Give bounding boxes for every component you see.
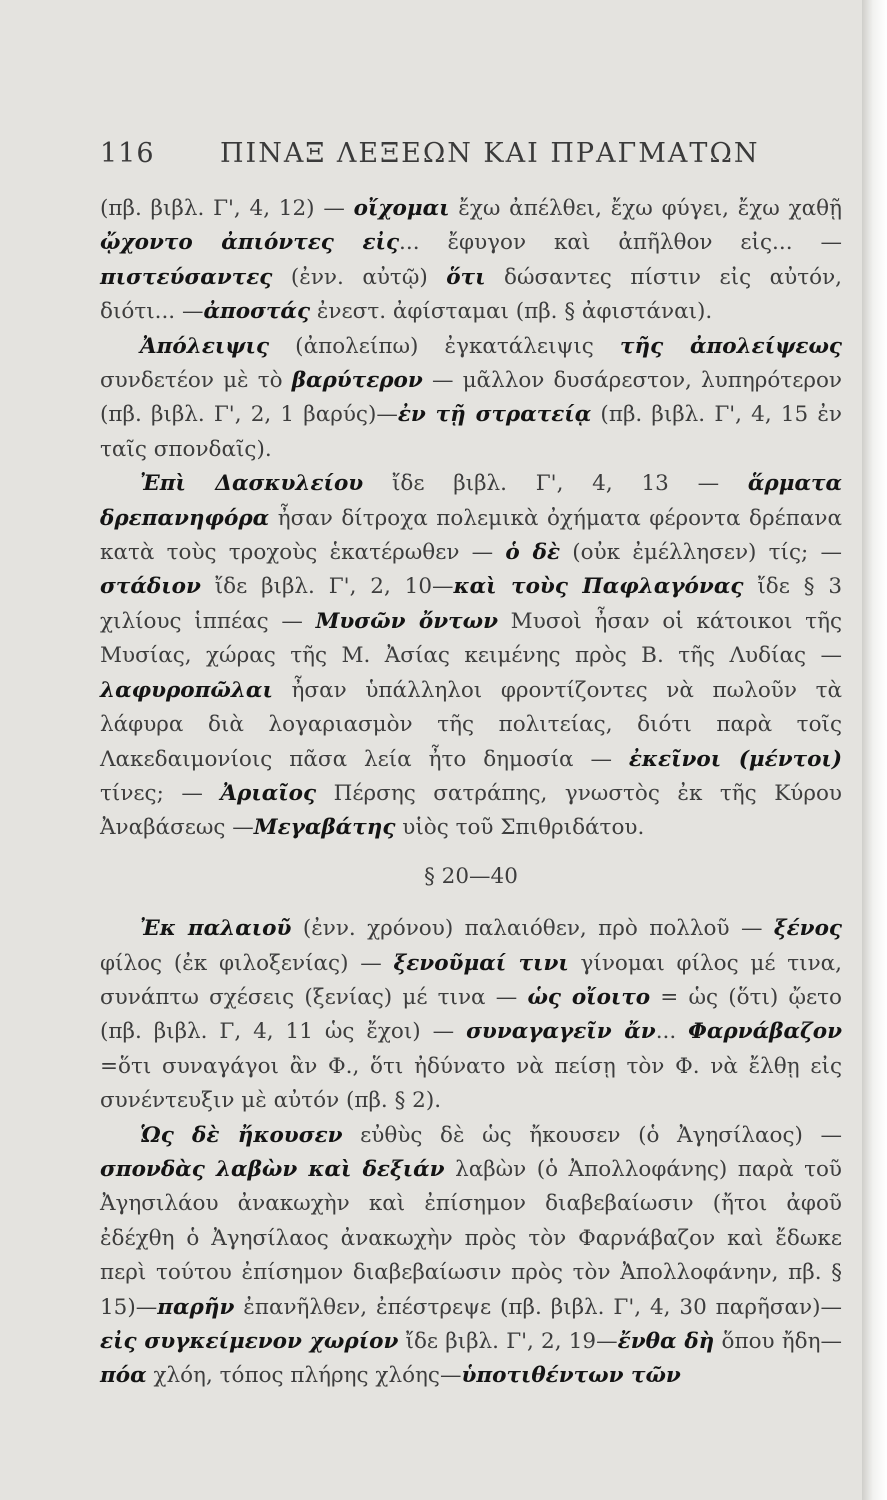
- lemma: ἀποστάς: [203, 299, 311, 325]
- lemma: οἴχομαι: [353, 196, 450, 221]
- lemma: ἅρματα δρεπανηφόρα: [100, 471, 842, 531]
- lemma: σπονδὰς λαβὼν καὶ δεξιάν: [100, 1156, 445, 1182]
- body-text: [100, 192, 842, 1394]
- lemma: ἐκεῖνοι (μέντοι): [628, 746, 843, 772]
- plain-text: γίνομαι φίλος μέ τινα, συνάπτω σχέσεις (ξενίας) μέ τινα —: [100, 950, 843, 1010]
- lemma: παρῆν: [157, 1294, 235, 1320]
- lemma: πιστεύσαντες: [100, 264, 273, 290]
- lemma: καὶ τοὺς Παφλαγόνας: [453, 574, 744, 600]
- lemma: ξενοῦμαί τινι: [393, 950, 569, 976]
- lemma: βαρύτερον: [291, 368, 423, 394]
- lemma: Μεγαβάτης: [253, 815, 396, 841]
- lemma: εἰς συγκείμενον χωρίον: [100, 1329, 399, 1354]
- lemma: συναγαγεῖν ἄν: [466, 1019, 656, 1045]
- lemma: Φαρνάβαζον: [688, 1019, 842, 1045]
- plain-text: (πβ. βιβλ. Γ', 4, 12) —: [100, 196, 354, 221]
- lemma: στάδιον: [100, 574, 201, 600]
- lemma: Μυσῶν ὄντων: [315, 608, 498, 634]
- paragraph-5: [100, 1119, 842, 1394]
- plain-text: ἴδε § 3 χιλίους ἱππέας —: [100, 574, 842, 634]
- lemma: Ἀπόλειψις: [140, 333, 270, 359]
- plain-text: Μυσοὶ ἦσαν οἱ κάτοικοι τῆς Μυσίας, χώρας τῆς Μ. Ἀσίας κειμένης πρὸς Β. τῆς Λυδίας —: [100, 608, 842, 669]
- lemma: τῆς ἀπολείψεως: [619, 333, 843, 359]
- plain-text: ἐνεστ. ἀφίσταμαι (πβ. § ἀφιστάναι).: [310, 299, 713, 325]
- paragraph-3: [100, 467, 842, 845]
- plain-text: ἐπανῆλθεν, ἐπέστρεψε (πβ. βιβλ. Γ', 4, 30 παρῆσαν)—: [234, 1294, 842, 1320]
- page-number: 116: [100, 138, 155, 169]
- plain-text: υἱὸς τοῦ Σπιθριδάτου.: [395, 815, 645, 841]
- plain-text: = ὡς (ὅτι) ᾤετο (πβ. βιβλ. Γ, 4, 11 ὡς ἔχοι) —: [100, 984, 842, 1045]
- plain-text: =ὅτι συναγάγοι ἂν Φ., ὅτι ἠδύνατο νὰ πείσῃ τὸν Φ. νὰ ἔλθῃ εἰς συνέντευξιν μὲ αὐτόν (πβ. § 2).: [100, 1053, 842, 1114]
- plain-text: συνδετέον μὲ τὸ: [100, 368, 292, 394]
- plain-text: ...: [655, 1019, 689, 1045]
- plain-text: χλόη, τόπος πλήρης χλόης—: [146, 1363, 462, 1389]
- plain-text: λαβὼν (ὁ Ἀπολλοφάνης) παρὰ τοῦ Ἀγησιλάου ἀνακωχὴν καὶ ἐπίσημον διαβεβαίωσιν (ἤτοι ἀφοῦ ἐδέχθη ὁ Ἀγησίλαος ἀνακωχὴν πρὸς τὸν Φαρνάβαζον καὶ ἔδωκε περὶ τούτου ἐπίσημον διαβεβαίωσιν πρὸς τὸν Ἀπολλοφάνην, πβ. § 15)—: [100, 1156, 842, 1320]
- plain-text: ἔχω ἀπέλθει, ἔχω φύγει, ἔχω χαθῇ: [449, 196, 842, 221]
- paragraph-2: [100, 330, 842, 468]
- plain-text: — μᾶλλον δυσάρεστον, λυπηρότερον (πβ. βιβλ. Γ', 2, 1 βαρύς)—: [100, 368, 842, 428]
- lemma: ἐν τῇ στρατείᾳ: [397, 402, 592, 428]
- plain-text: ἦσαν ὑπάλληλοι φροντίζοντες νὰ πωλοῦν τὰ λάφυρα διὰ λογαριασμὸν τῆς πολιτείας, διότι παρὰ τοῖς Λακεδαιμονίοις πᾶσα λεία ἦτο δημοσία —: [100, 677, 842, 772]
- plain-text: (ἀπολείπω) ἐγκατάλειψις: [269, 333, 620, 359]
- plain-text: (ἐνν. αὐτῷ): [272, 264, 447, 290]
- lemma: ὅτι: [446, 264, 486, 290]
- running-header: [100, 138, 840, 178]
- plain-text: Πέρσης σατράπης, γνωστὸς ἐκ τῆς Κύρου Ἀναβάσεως —: [100, 780, 842, 841]
- paragraph-4: [100, 912, 842, 1118]
- plain-text: ὅπου ἤδη—: [714, 1329, 843, 1354]
- lemma: ξένος: [773, 916, 842, 942]
- lemma: λαφυροπῶλαι: [100, 677, 273, 703]
- plain-text: τίνες; —: [100, 780, 221, 806]
- lemma: Ἐπὶ Δασκυλείου: [140, 471, 364, 497]
- lemma: ὑποτιθέντων τῶν: [461, 1363, 681, 1389]
- plain-text: ἴδε βιβλ. Γ', 2, 19—: [398, 1329, 618, 1354]
- plain-text: (πβ. βιβλ. Γ', 4, 15 ἐν ταῖς σπονδαῖς).: [100, 402, 842, 462]
- running-title: ΠΙΝΑΞ ΛΕΞΕΩΝ ΚΑΙ ΠΡΑΓΜΑΤΩΝ: [220, 138, 760, 169]
- paragraph-1: [100, 192, 842, 330]
- plain-text: ... ἔφυγον καὶ ἀπῆλθον εἰς... —: [399, 230, 842, 256]
- plain-text: (ἐνν. χρόνου) παλαιόθεν, πρὸ πολλοῦ —: [291, 916, 774, 942]
- lemma: Ἀριαῖος: [220, 780, 317, 806]
- plain-text: δώσαντες πίστιν εἰς αὐτόν, διότι... —: [100, 264, 842, 325]
- lemma: ὁ δὲ: [505, 540, 561, 566]
- page-edge: [862, 0, 887, 1500]
- plain-text: ἦσαν δίτροχα πολεμικὰ ὀχήματα φέροντα δρέπανα κατὰ τοὺς τροχοὺς ἑκατέρωθεν —: [100, 505, 842, 566]
- plain-text: ἴδε βιβλ. Γ', 2, 10—: [200, 574, 454, 600]
- lemma: Ὡς δὲ ἤκουσεν: [140, 1122, 343, 1148]
- lemma: Ἐκ παλαιοῦ: [140, 916, 292, 942]
- lemma: πόα: [100, 1363, 147, 1389]
- plain-text: εὐθὺς δὲ ὡς ἤκουσεν (ὁ Ἀγησίλαος) —: [342, 1122, 842, 1148]
- plain-text: φίλος (ἐκ φιλοξενίας) —: [100, 950, 394, 976]
- section-heading: § 20—40: [424, 863, 518, 889]
- plain-text: ἴδε βιβλ. Γ', 4, 13 —: [363, 471, 748, 497]
- lemma: ὡς οἴοιτο: [527, 984, 651, 1010]
- lemma: ἔνθα δὴ: [617, 1329, 715, 1354]
- plain-text: (οὐκ ἐμέλλησεν) τίς; —: [560, 540, 842, 566]
- lemma: ᾤχοντο ἀπιόντες εἰς: [100, 230, 400, 256]
